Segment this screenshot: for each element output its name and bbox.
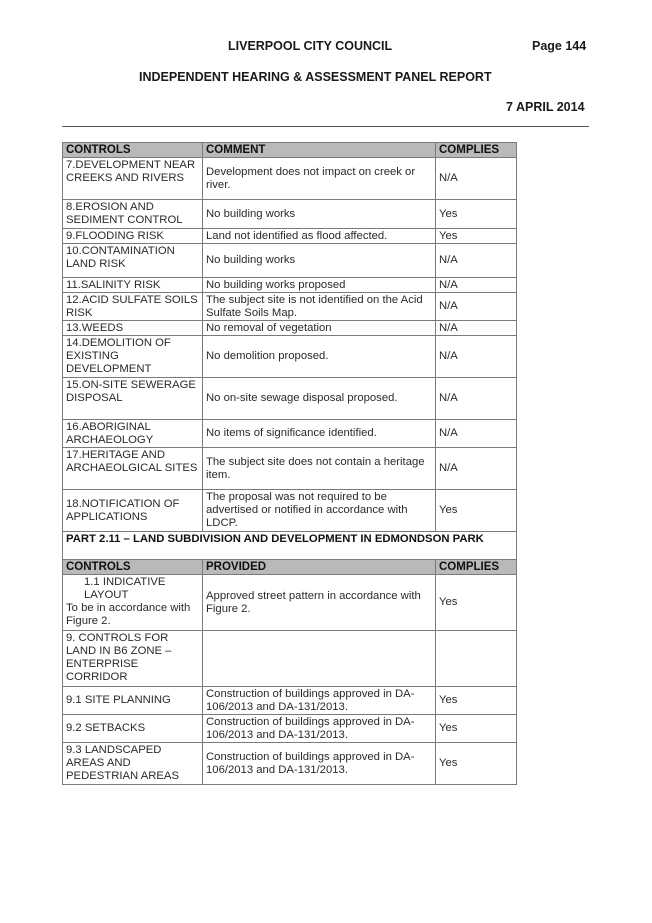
- table-row: [63, 158, 517, 200]
- comment-cell: The subject site does not contain a heritage item.: [203, 448, 436, 490]
- table-row: [63, 575, 517, 631]
- control-cell: 14.DEMOLITION OF EXISTING DEVELOPMENT: [63, 336, 203, 378]
- comment-cell: Development does not impact on creek or river.: [203, 158, 436, 200]
- page-number: Page 144: [532, 39, 587, 53]
- provided-cell: [203, 631, 436, 687]
- comment-cell: No building works proposed: [203, 278, 436, 293]
- complies-cell: Yes: [436, 200, 517, 229]
- complies-cell: Yes: [436, 229, 517, 244]
- table-header-row: [63, 560, 517, 575]
- control-cell: 15.ON-SITE SEWERAGE DISPOSAL: [63, 378, 203, 420]
- table-header-row: [63, 143, 517, 158]
- complies-cell: N/A: [436, 293, 517, 321]
- complies-cell: N/A: [436, 158, 517, 200]
- complies-cell: [436, 631, 517, 687]
- complies-cell: N/A: [436, 336, 517, 378]
- table-row: [63, 229, 517, 244]
- table-row: [63, 336, 517, 378]
- control-note: To be in accordance with Figure 2.: [66, 602, 191, 627]
- table-row: [63, 200, 517, 229]
- provided-cell: Construction of buildings approved in DA-106/2013 and DA-131/2013.: [203, 743, 436, 785]
- header-divider: [62, 126, 589, 127]
- comment-cell: The subject site is not identified on the Acid Sulfate Soils Map.: [203, 293, 436, 321]
- control-cell: 9.1 SITE PLANNING: [63, 687, 203, 715]
- control-cell: 9.2 SETBACKS: [63, 715, 203, 743]
- complies-cell: N/A: [436, 244, 517, 278]
- control-cell: 9. CONTROLS FOR LAND IN B6 ZONE – ENTERPRISE CORRIDOR: [63, 631, 203, 687]
- header-cell-comment: COMMENT: [203, 143, 436, 158]
- control-cell: 10.CONTAMINATION LAND RISK: [63, 244, 203, 278]
- complies-cell: N/A: [436, 448, 517, 490]
- comment-cell: Land not identified as flood affected.: [203, 229, 436, 244]
- control-cell: 12.ACID SULFATE SOILS RISK: [63, 293, 203, 321]
- table-row: [63, 631, 517, 687]
- control-cell: 13.WEEDS: [63, 321, 203, 336]
- complies-cell: Yes: [436, 715, 517, 743]
- control-cell: 9.FLOODING RISK: [63, 229, 203, 244]
- controls-table: [62, 142, 517, 785]
- table-row: [63, 743, 517, 785]
- comment-cell: The proposal was not required to be advertised or notified in accordance with LDCP.: [203, 490, 436, 532]
- complies-cell: N/A: [436, 420, 517, 448]
- complies-cell: Yes: [436, 490, 517, 532]
- section-heading: PART 2.11 – LAND SUBDIVISION AND DEVELOPMENT IN EDMONDSON PARK: [63, 532, 517, 560]
- table-row: [63, 378, 517, 420]
- comment-cell: No on-site sewage disposal proposed.: [203, 378, 436, 420]
- control-cell: 9.3 LANDSCAPED AREAS AND PEDESTRIAN AREAS: [63, 743, 203, 785]
- provided-cell: Construction of buildings approved in DA-106/2013 and DA-131/2013.: [203, 687, 436, 715]
- control-cell: [63, 575, 203, 631]
- control-cell: 8.EROSION AND SEDIMENT CONTROL: [63, 200, 203, 229]
- table-row: [63, 293, 517, 321]
- table-row: [63, 244, 517, 278]
- provided-cell: Construction of buildings approved in DA-106/2013 and DA-131/2013.: [203, 715, 436, 743]
- control-cell: 16.ABORIGINAL ARCHAEOLOGY: [63, 420, 203, 448]
- header-cell-controls: CONTROLS: [63, 560, 203, 575]
- comment-cell: No removal of vegetation: [203, 321, 436, 336]
- comment-cell: No items of significance identified.: [203, 420, 436, 448]
- report-date: 7 APRIL 2014: [506, 100, 585, 114]
- header-cell-complies: COMPLIES: [436, 560, 517, 575]
- council-name: LIVERPOOL CITY COUNCIL: [228, 39, 393, 53]
- table-row: [63, 715, 517, 743]
- table-row: [63, 687, 517, 715]
- control-cell: 7.DEVELOPMENT NEAR CREEKS AND RIVERS: [63, 158, 203, 200]
- section-heading-row: [63, 532, 517, 560]
- table-row: [63, 420, 517, 448]
- complies-cell: Yes: [436, 743, 517, 785]
- report-title: INDEPENDENT HEARING & ASSESSMENT PANEL REPORT: [139, 70, 492, 84]
- complies-cell: N/A: [436, 378, 517, 420]
- comment-cell: No building works: [203, 200, 436, 229]
- control-cell: 11.SALINITY RISK: [63, 278, 203, 293]
- table-row: [63, 321, 517, 336]
- complies-cell: Yes: [436, 575, 517, 631]
- table-row: [63, 278, 517, 293]
- table-row: [63, 490, 517, 532]
- header-cell-complies: COMPLIES: [436, 143, 517, 158]
- control-cell: 17.HERITAGE AND ARCHAEOLGICAL SITES: [63, 448, 203, 490]
- control-title: 1.1 INDICATIVE LAYOUT: [84, 576, 166, 601]
- control-cell: 18.NOTIFICATION OF APPLICATIONS: [63, 490, 203, 532]
- table-row: [63, 448, 517, 490]
- complies-cell: Yes: [436, 687, 517, 715]
- complies-cell: N/A: [436, 321, 517, 336]
- complies-cell: N/A: [436, 278, 517, 293]
- header-cell-controls: CONTROLS: [63, 143, 203, 158]
- header-cell-provided: PROVIDED: [203, 560, 436, 575]
- comment-cell: No demolition proposed.: [203, 336, 436, 378]
- comment-cell: No building works: [203, 244, 436, 278]
- provided-cell: Approved street pattern in accordance with Figure 2.: [203, 575, 436, 631]
